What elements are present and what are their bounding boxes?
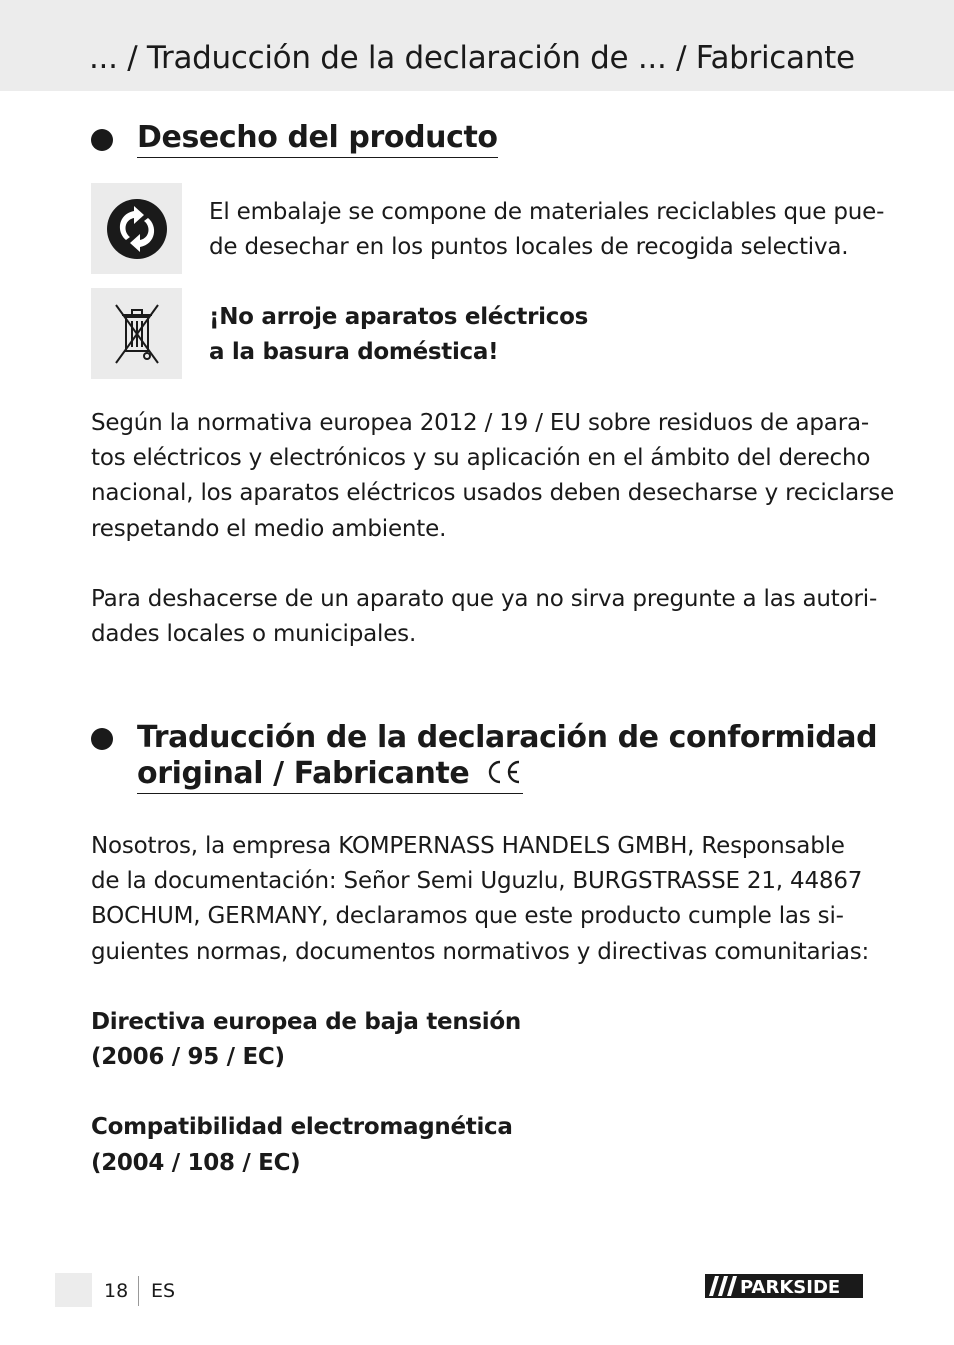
para1-line4: respetando el medio ambiente. (91, 516, 447, 542)
parkside-logo (705, 1274, 863, 1298)
weee-icon-box (91, 288, 182, 379)
section-heading-conformity-text: original / Fabricante (137, 756, 470, 791)
footer-divider (138, 1276, 139, 1306)
conformity-para-line1: Nosotros, la empresa KOMPERNASS HANDELS GMBH, Responsable (91, 833, 845, 859)
section-bullet (91, 728, 113, 750)
section-heading-conformity-line2 (137, 756, 523, 794)
para1-line2: tos eléctricos y electrónicos y su aplicación en el ámbito del derecho (91, 445, 871, 471)
directive2-line2: (2004 / 108 / EC) (91, 1150, 301, 1176)
para1-line3: nacional, los aparatos eléctricos usados deben desecharse y reciclarse (91, 480, 895, 506)
directive1-line1: Directiva europea de baja tensión (91, 1009, 521, 1035)
recycle-text-line1: El embalaje se compone de materiales reciclables que pue- (209, 199, 885, 225)
page-number: 18 (104, 1280, 129, 1302)
language-code: ES (151, 1280, 176, 1302)
section-bullet (91, 129, 113, 151)
footer-box (55, 1273, 92, 1307)
recycle-text-line2: de desechar en los puntos locales de recogida selectiva. (209, 234, 849, 260)
conformity-para-line2: de la documentación: Señor Semi Uguzlu, BURGSTRASSE 21, 44867 (91, 868, 863, 894)
recycle-icon-box (91, 183, 182, 274)
parkside-logo-text: PARKSIDE (740, 1277, 841, 1298)
section-heading-conformity-line1: Traducción de la declaración de conformidad (137, 720, 878, 755)
para2-line2: dades locales o municipales. (91, 621, 417, 647)
green-dot-recycle-icon (104, 196, 170, 262)
para1-line1: Según la normativa europea 2012 / 19 / EU sobre residuos de apara- (91, 410, 869, 436)
ce-mark-icon (483, 759, 523, 785)
section-heading-text: Desecho del producto (137, 120, 498, 158)
conformity-para-line4: guientes normas, documentos normativos y directivas comunitarias: (91, 939, 870, 965)
directive2-line1: Compatibilidad electromagnética (91, 1114, 513, 1140)
page-header-title: ... / Traducción de la declaración de ... / Fabricante (89, 40, 855, 76)
directive1-line2: (2006 / 95 / EC) (91, 1044, 285, 1070)
section-heading-conformity-underlined (137, 756, 523, 794)
crossed-bin-icon (108, 299, 166, 369)
para2-line1: Para deshacerse de un aparato que ya no sirva pregunte a las autori- (91, 586, 878, 612)
warning-line1: ¡No arroje aparatos eléctricos (209, 304, 588, 330)
conformity-para-line3: BOCHUM, GERMANY, declaramos que este producto cumple las si- (91, 903, 844, 929)
section-heading-disposal (137, 120, 498, 158)
warning-line2: a la basura doméstica! (209, 339, 499, 365)
